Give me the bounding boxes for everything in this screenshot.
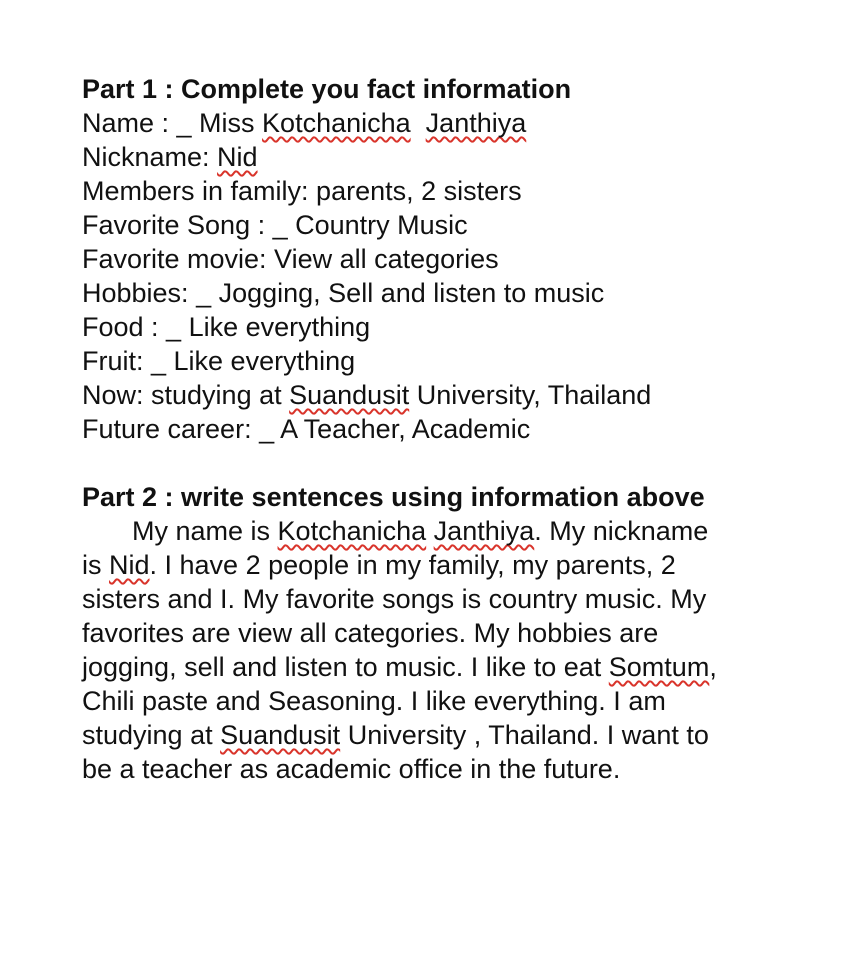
part2-heading: Part 2 : write sentences using information above (82, 482, 705, 512)
fact-list (82, 106, 772, 446)
text-run: University , Thailand. I want to (340, 720, 709, 750)
text-run: jogging, sell and listen to music. I like to eat (82, 652, 609, 682)
fact-name (82, 106, 772, 140)
misspelled-word: Nid (109, 550, 150, 580)
paragraph-line: be a teacher as academic office in the future. (82, 754, 621, 784)
paragraph-line: Chili paste and Seasoning. I like everything. I am (82, 686, 666, 716)
text-run: . I have 2 people in my family, my parents, 2 (149, 550, 676, 580)
paragraph-line (82, 548, 762, 582)
fact-nickname-label: Nickname: (82, 142, 218, 172)
fact-name-label: Name : _ Miss (82, 108, 263, 138)
misspelled-word: Suandusit (220, 720, 341, 750)
fact-nickname-value: Nid (217, 142, 258, 172)
fact-fruit: Fruit: _ Like everything (82, 346, 356, 376)
fact-food: Food : _ Like everything (82, 312, 371, 342)
text-run: , (709, 652, 717, 682)
misspelled-word: Janthiya (433, 516, 535, 546)
text-run: . My nickname (534, 516, 709, 546)
part2-paragraph (82, 514, 762, 786)
paragraph-line (82, 514, 762, 548)
fact-hobbies: Hobbies: _ Jogging, Sell and listen to music (82, 278, 605, 308)
part1-heading: Part 1 : Complete you fact information (82, 74, 572, 104)
paragraph-line: favorites are view all categories. My hobbies are (82, 618, 659, 648)
section-spacer (82, 446, 772, 480)
fact-studying-after: University, Thailand (409, 380, 652, 410)
misspelled-word: Somtum (608, 652, 710, 682)
text-run: is (82, 550, 109, 580)
fact-song: Favorite Song : _ Country Music (82, 210, 468, 240)
text-run (426, 516, 434, 546)
fact-name-last: Janthiya (425, 108, 527, 138)
fact-studying-before: Now: studying at (82, 380, 290, 410)
text-run: studying at (82, 720, 221, 750)
fact-career: Future career: _ A Teacher, Academic (82, 414, 531, 444)
fact-studying-school: Suandusit (289, 380, 410, 410)
fact-movie: Favorite movie: View all categories (82, 244, 499, 274)
paragraph-line (82, 718, 762, 752)
fact-name-gap (411, 108, 426, 138)
misspelled-word: Kotchanicha (277, 516, 427, 546)
paragraph-line: sisters and I. My favorite songs is country music. My (82, 584, 707, 614)
fact-nickname (82, 140, 772, 174)
text-run: My name is (132, 516, 278, 546)
fact-family: Members in family: parents, 2 sisters (82, 176, 522, 206)
document (82, 72, 772, 786)
paragraph-line (82, 650, 762, 684)
fact-name-first: Kotchanicha (262, 108, 411, 138)
fact-studying (82, 378, 772, 412)
